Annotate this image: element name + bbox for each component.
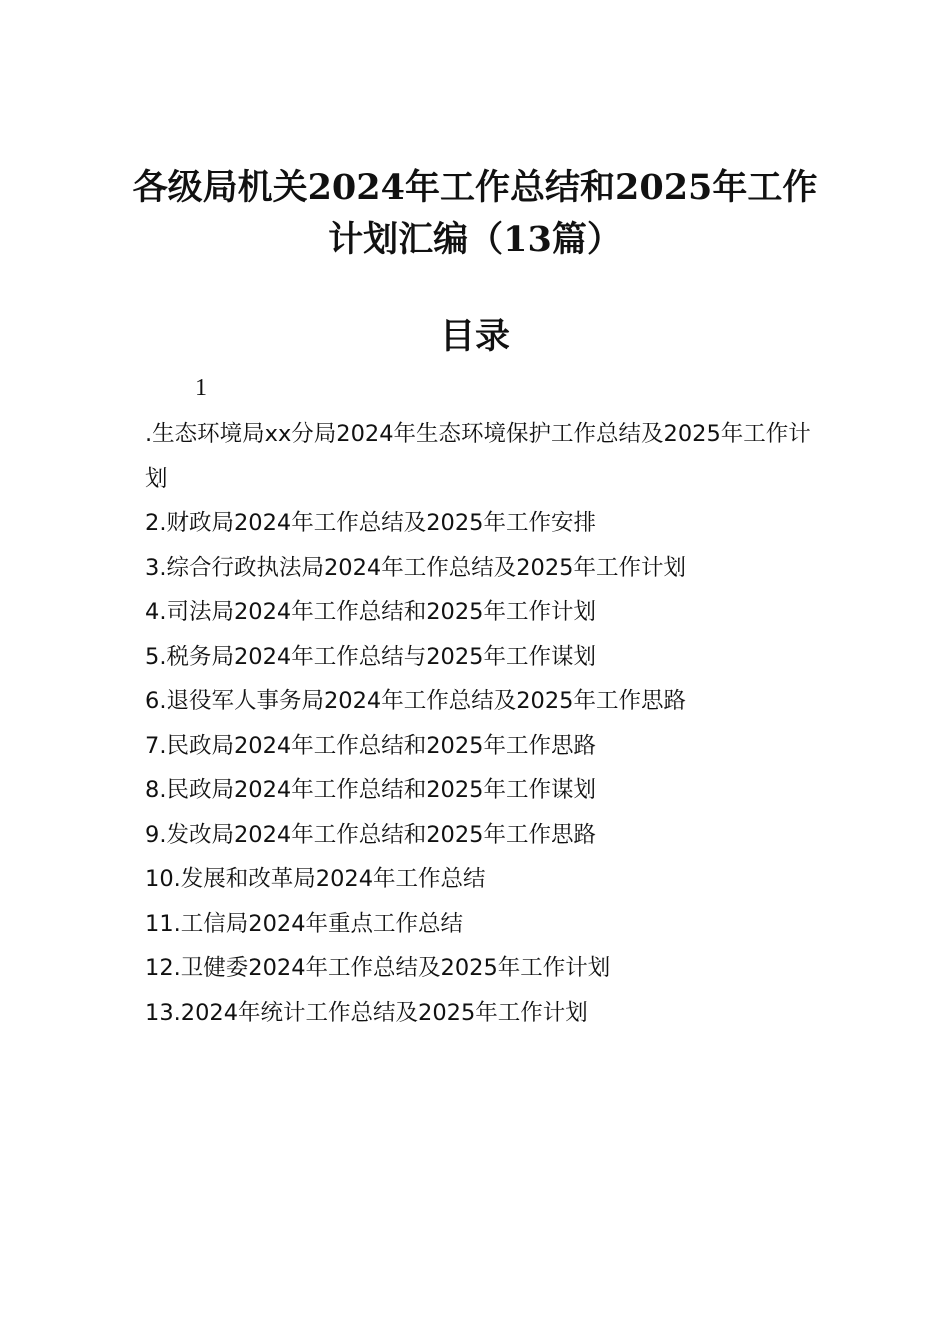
toc-item: 8.民政局2024年工作总结和2025年工作谋划 bbox=[145, 777, 596, 803]
toc-item: 13.2024年统计工作总结及2025年工作计划 bbox=[145, 999, 588, 1026]
toc-item: 11.工信局2024年重点工作总结 bbox=[145, 910, 464, 937]
toc-item: .生态环境局xx分局2024年生态环境保护工作总结及2025年工作计划 bbox=[145, 421, 811, 492]
toc-item: 6.退役军人事务局2024年工作总结及2025年工作思路 bbox=[145, 688, 686, 714]
toc-list bbox=[145, 412, 825, 1035]
toc-item: 2.财政局2024年工作总结及2025年工作安排 bbox=[145, 510, 596, 536]
toc-item: 10.发展和改革局2024年工作总结 bbox=[145, 866, 486, 892]
toc-first-number: 1 bbox=[195, 375, 207, 401]
toc-item: 4.司法局2024年工作总结和2025年工作计划 bbox=[145, 599, 596, 625]
toc-item: 7.民政局2024年工作总结和2025年工作思路 bbox=[145, 732, 596, 759]
toc-item: 12.卫健委2024年工作总结及2025年工作计划 bbox=[145, 955, 611, 981]
toc-item: 5.税务局2024年工作总结与2025年工作谋划 bbox=[145, 643, 596, 670]
document-title-line-2: 计划汇编（13篇） bbox=[328, 219, 622, 260]
toc-item: 9.发改局2024年工作总结和2025年工作思路 bbox=[145, 821, 596, 848]
document-title-line-1: 各级局机关2024年工作总结和2025年工作 bbox=[132, 167, 818, 208]
toc-heading: 目录 bbox=[439, 316, 510, 357]
toc-item: 3.综合行政执法局2024年工作总结及2025年工作计划 bbox=[145, 554, 686, 581]
